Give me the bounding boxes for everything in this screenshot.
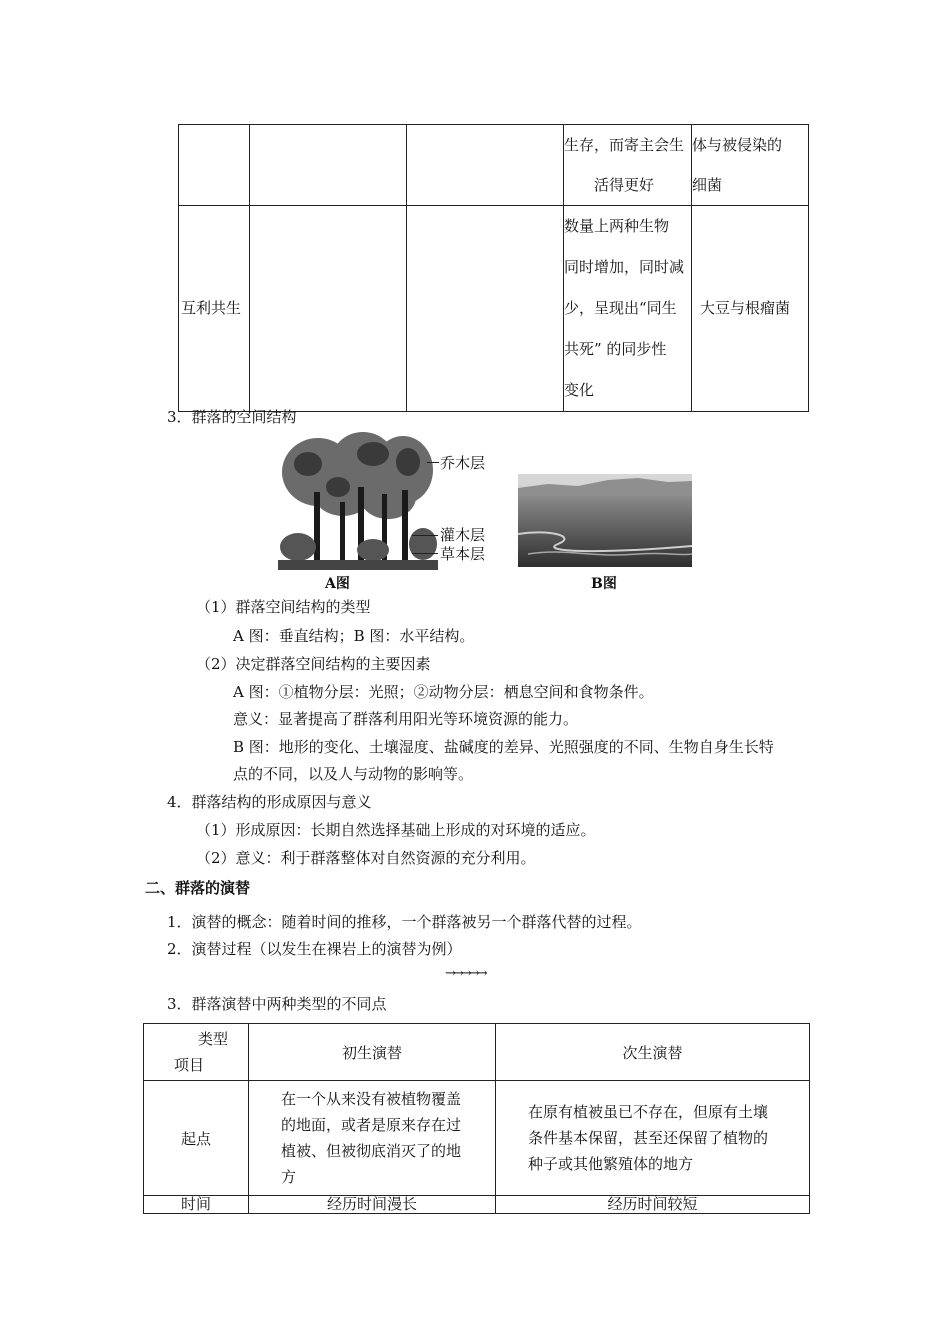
table-cell	[407, 125, 564, 206]
cell-text: 方	[281, 1168, 297, 1186]
sub-heading: （1）群落空间结构的类型	[196, 598, 371, 616]
cell-text: 数量上两种生物	[564, 217, 670, 235]
part-heading: 二、群落的演替	[145, 879, 251, 897]
table-cell: 经历时间较短	[496, 1196, 810, 1214]
cell-text: 共死” 的同步性	[564, 340, 667, 358]
table-cell	[692, 125, 809, 206]
table-row	[144, 1024, 810, 1081]
table-cell: 大豆与根瘤菌	[692, 206, 809, 412]
table-row	[144, 1196, 810, 1214]
table-cell	[407, 206, 564, 412]
layer-label: 灌木层	[440, 526, 486, 544]
section-heading: 3．群落的空间结构	[167, 408, 297, 426]
forest-illustration	[278, 432, 438, 570]
cell-text: 体与被侵染的	[692, 136, 783, 154]
paragraph: A 图：①植物分层：光照；②动物分层：栖息空间和食物条件。	[233, 683, 654, 701]
cell-text: 变化	[564, 381, 595, 399]
figure-b-landscape	[518, 474, 692, 567]
figure-b-caption: B图	[591, 576, 617, 592]
layer-label: 乔木层	[440, 454, 486, 472]
paragraph: 意义：显著提高了群落利用阳光等环境资源的能力。	[233, 710, 579, 728]
table-cell	[250, 206, 407, 412]
table-cell	[249, 1081, 496, 1196]
cell-text: 在一个从来没有被植物覆盖	[281, 1090, 462, 1108]
table-cell	[564, 125, 692, 206]
paragraph: A 图：垂直结构；B 图：水平结构。	[233, 627, 475, 645]
cell-text: 活得更好	[594, 176, 655, 194]
paragraph: （2）意义：利于群落整体对自然资源的充分利用。	[196, 849, 536, 867]
table-header-corner	[144, 1024, 249, 1081]
figure-a-caption: A图	[325, 576, 350, 592]
table-header: 次生演替	[496, 1024, 810, 1081]
table-header: 初生演替	[249, 1024, 496, 1081]
corner-bottom-label: 项目	[174, 1056, 205, 1074]
layer-label: 草本层	[440, 545, 486, 563]
section-heading: 4．群落结构的形成原因与意义	[167, 793, 372, 811]
sub-heading: （2）决定群落空间结构的主要因素	[196, 655, 431, 673]
label-leader	[427, 462, 439, 463]
table-cell	[250, 125, 407, 206]
cell-text: 细菌	[692, 176, 723, 194]
cell-text: 的地面，或者是原来存在过	[281, 1116, 462, 1134]
label-leader	[412, 553, 438, 554]
label-leader	[412, 535, 438, 536]
paragraph: （1）形成原因：长期自然选择基础上形成的对环境的适应。	[196, 821, 596, 839]
table-cell	[179, 125, 250, 206]
paragraph: 1．演替的概念：随着时间的推移，一个群落被另一个群落代替的过程。	[167, 913, 642, 931]
cell-text: 在原有植被虽已不存在，但原有土壤	[528, 1103, 769, 1121]
paragraph: 2．演替过程（以发生在裸岩上的演替为例）	[167, 940, 462, 958]
table-row-label: 起点	[144, 1081, 249, 1196]
landscape-illustration	[518, 474, 692, 567]
paragraph: B 图：地形的变化、土壤湿度、盐碱度的差异、光照强度的不同、生物自身生长特	[233, 738, 774, 756]
corner-top-label: 类型	[198, 1030, 229, 1048]
figure-a-forest	[278, 432, 493, 572]
table-cell: 互利共生	[179, 206, 250, 412]
cell-text: 生存，而寄主会生	[564, 136, 685, 154]
table-row	[179, 206, 809, 412]
table-row	[179, 125, 809, 206]
paragraph: 3．群落演替中两种类型的不同点	[167, 995, 387, 1013]
succession-comparison-table	[143, 1023, 810, 1214]
table-cell	[564, 206, 692, 412]
cell-text: 植被、但被彻底消灭了的地	[281, 1142, 462, 1160]
paragraph: 点的不同，以及人与动物的影响等。	[233, 765, 474, 783]
cell-text: 条件基本保留，甚至还保留了植物的	[528, 1129, 769, 1147]
table-cell: 经历时间漫长	[249, 1196, 496, 1214]
symbiosis-table	[178, 124, 809, 412]
cell-text: 少，呈现出“同生	[564, 299, 677, 317]
cell-text: 种子或其他繁殖体的地方	[528, 1155, 694, 1173]
table-row-label: 时间	[144, 1196, 249, 1214]
table-cell	[496, 1081, 810, 1196]
succession-arrows: →→→→→	[445, 966, 485, 981]
table-row	[144, 1081, 810, 1196]
cell-text: 同时增加，同时减	[564, 258, 685, 276]
